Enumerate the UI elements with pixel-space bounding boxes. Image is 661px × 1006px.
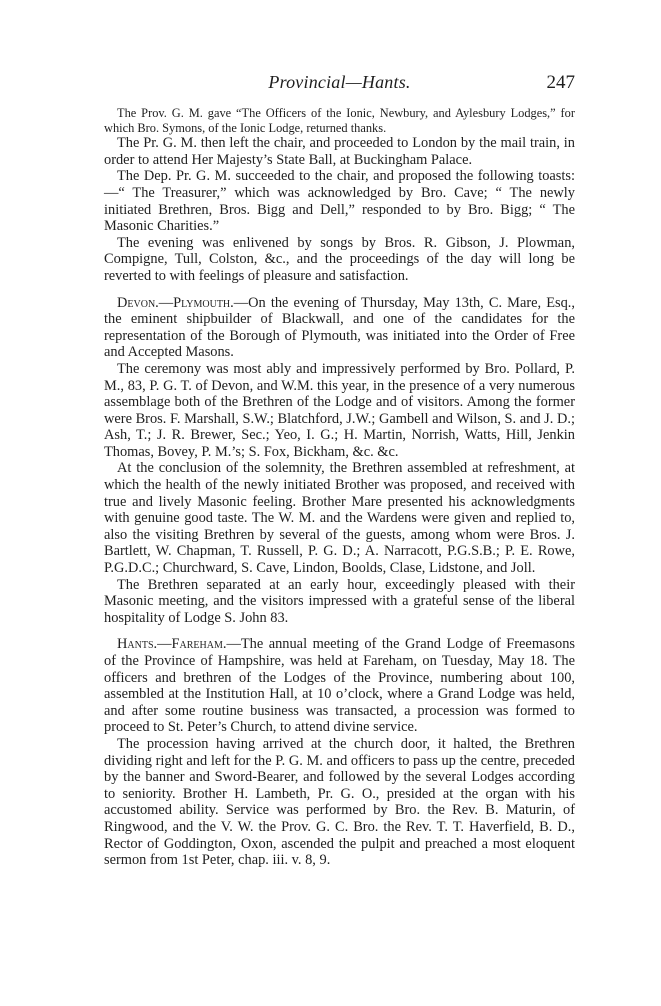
page-number: 247 (546, 72, 575, 93)
running-title: Provincial—Hants. (268, 72, 411, 92)
section-devon-plymouth (104, 295, 575, 361)
paragraph-text: The Prov. G. M. gave “The Officers of the Ionic, Newbury, and Aylesbury Lodges,” for which Bro. Symons, of the Ionic Lodge, returned thanks. (104, 106, 575, 135)
paragraph-ceremony (104, 361, 575, 461)
paragraph-text: The procession having arrived at the church door, it halted, the Brethren dividing right and left for the P. G. M. and officers to pass up the centre, preceded by the banner and Sword-Bearer, and followed by the several Lodges according to seniority. Brother H. Lambeth, Pr. G. O., presided at the organ with his accustomed ability. Service was performed by Bro. the Rev. B. Maturin, of Ringwood, and the V. W. the Prov. G. C. Bro. the Rev. T. T. Haverfield, B. D., Rector of Goddington, Oxon, ascended the pulpit and preached a most eloquent sermon from 1st Peter, chap. iii. v. 8, 9. (104, 735, 575, 869)
paragraph-toast-ionic-lodges (104, 106, 575, 135)
section-heading-devon-plymouth: Devon.—Plymouth. (117, 294, 234, 311)
paragraph-refreshment (104, 460, 575, 576)
paragraph-text: At the conclusion of the solemnity, the Brethren assembled at refreshment, at which the health of the newly initiated Brother was proposed, and received with true and lively Masonic feeling. Brother Mare presented his acknowledgments with genuine good taste. The W. M. and the Wardens were given and replied to, also the visiting Brethren by several of the guests, among whom were Bros. J. Bartlett, W. Chapman, T. Russell, P. G. D.; A. Narracott, P.G.S.B.; P. E. Rowe, P.G.D.C.; Churchward, S. Cave, Lindon, Boolds, Clase, Lidstone, and Joll. (104, 460, 575, 577)
paragraph-text: —The annual meeting of the Grand Lodge of Freemasons of the Province of Hampshire, was held at Fareham, on Tuesday, May 18. The officers and brethren of the Lodges of the Province, numbering about 100, assembled at the Institution Hall, at 10 o’clock, where a Grand Lodge was held, and after some routine business was transacted, a procession was formed to proceed to St. Peter’s Church, to attend divine service. (104, 636, 575, 736)
paragraph-dep-pgm-toasts (104, 168, 575, 234)
paragraph-evening-songs (104, 235, 575, 285)
paragraph-text: The Dep. Pr. G. M. succeeded to the chair, and proposed the following toasts:—“ The Treasurer,” which was acknowledged by Bro. Cave; “ The newly initiated Brethren, Bros. Bigg and Dell,” responded to by Bro. Bigg; “ The Masonic Charities.” (104, 168, 575, 235)
paragraph-text: The Brethren separated at an early hour, exceedingly pleased with their Masonic meeting, and the visitors impressed with a grateful sense of the liberal hospitality of Lodge S. John 83. (104, 576, 575, 626)
paragraph-text: The ceremony was most ably and impressively performed by Bro. Pollard, P. M., 83, P. G. T. of Devon, and W.M. this year, in the presence of a very numerous assemblage both of the Brethren of the Lodge and of visitors. Among the former were Bros. F. Marshall, S.W.; Blatchford, J.W.; Gambell and Wilson, S. and J. D.; Ash, T.; J. R. Brewer, Sec.; Yeo, I. G.; H. Martin, Norrish, Watts, Hill, Jenkin Thomas, Bovey, P. M.’s; S. Fox, Bickham, &c. &c. (104, 360, 575, 460)
paragraph-text: The Pr. G. M. then left the chair, and proceeded to London by the mail train, in order to attend Her Majesty’s State Ball, at Buckingham Palace. (104, 135, 575, 168)
section-hants-fareham (104, 636, 575, 736)
paragraph-pgm-leaves-chair (104, 135, 575, 168)
paragraph-text: —On the evening of Thursday, May 13th, C. Mare, Esq., the eminent shipbuilder of Blackwall, and one of the candidates for the representation of the Borough of Plymouth, was initiated into the Order of Free and Accepted Masons. (104, 294, 575, 361)
paragraph-brethren-separated (104, 577, 575, 627)
paragraph-text: The evening was enlivened by songs by Bros. R. Gibson, J. Plowman, Compigne, Tull, Colston, &c., and the proceedings of the day will long be reverted to with feelings of pleasure and satisfaction. (104, 234, 575, 284)
paragraph-procession (104, 736, 575, 869)
section-heading-hants-fareham: Hants.—Fareham. (117, 636, 227, 653)
page-header (104, 72, 575, 100)
body-text (104, 106, 575, 869)
